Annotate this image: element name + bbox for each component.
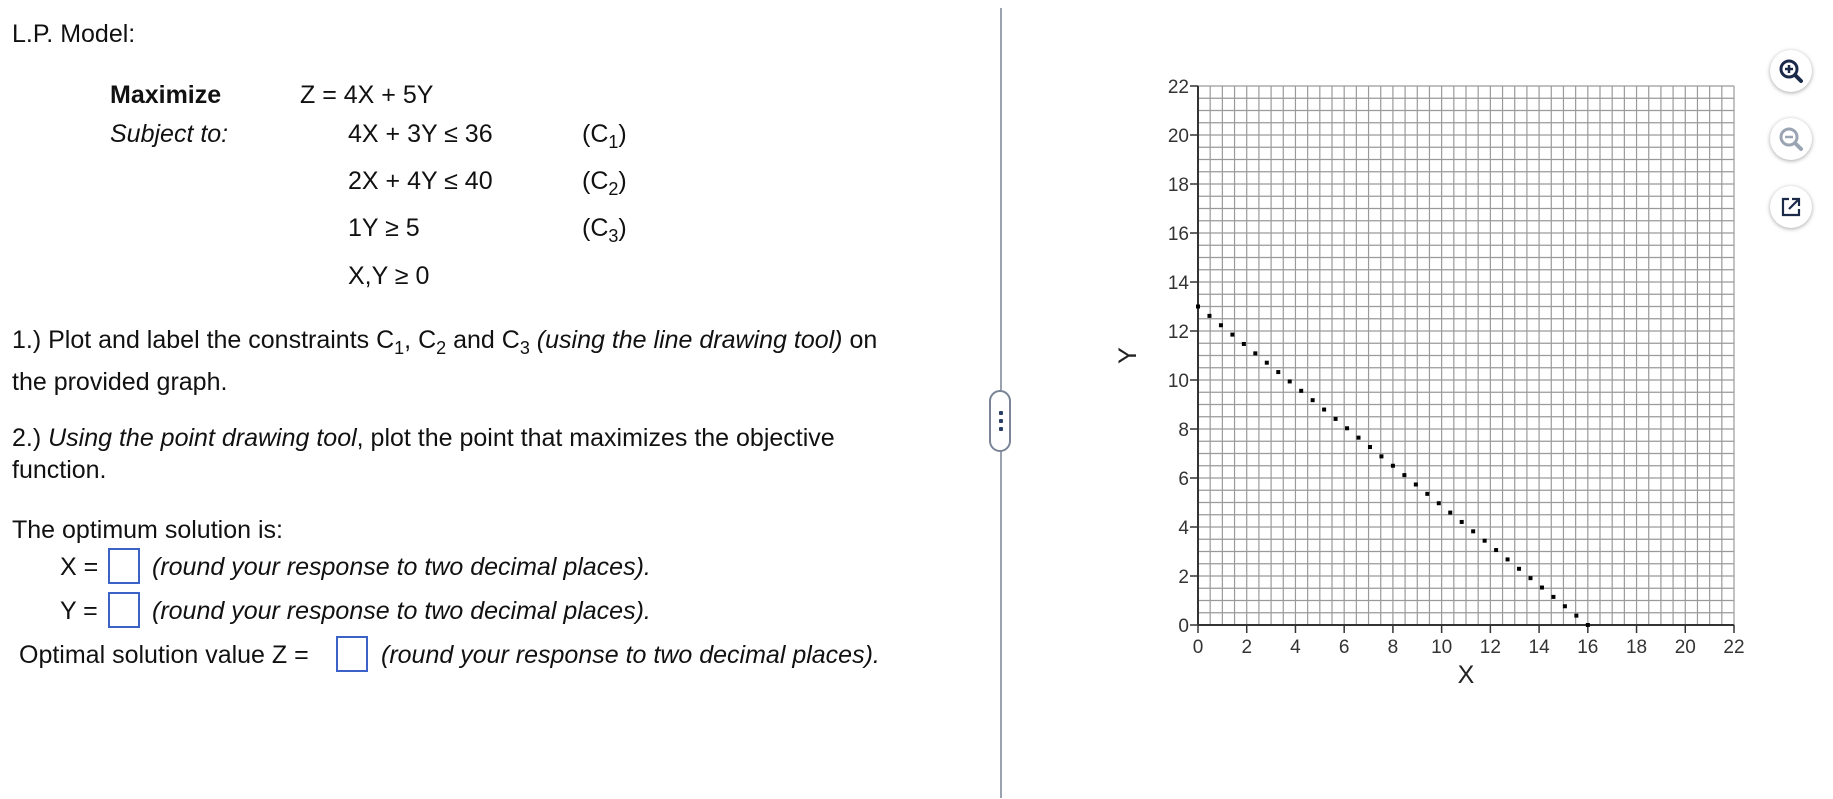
dotted-line-point <box>1334 417 1338 421</box>
y-tick-label: 18 <box>1167 175 1189 196</box>
x-tick-label: 22 <box>1723 637 1745 658</box>
dotted-line-point <box>1357 436 1361 440</box>
zoom-out-icon <box>1778 126 1804 152</box>
x-tick-label: 6 <box>1338 637 1350 658</box>
dotted-line-point <box>1551 595 1555 599</box>
zoom-out-button[interactable] <box>1770 118 1812 160</box>
z-rounding-hint: (round your response to two decimal places). <box>381 641 880 669</box>
constraint-c3-label: $(C_3)$ <box>582 214 627 246</box>
y-tick-label: 2 <box>1178 567 1189 588</box>
y-tick-label: 22 <box>1167 77 1189 98</box>
dotted-line-point <box>1276 370 1280 374</box>
constraint-c2-expression: 2X + 4Y ≤ 40 <box>348 167 493 195</box>
instruction-1-line2: the provided graph. <box>12 368 228 396</box>
x-tick-label: 12 <box>1479 637 1501 658</box>
dotted-line-point <box>1368 445 1372 449</box>
dotted-line-point <box>1528 576 1532 580</box>
y-tick-label: 6 <box>1178 469 1189 490</box>
dotted-line-point <box>1265 361 1269 365</box>
y-tick-label: 8 <box>1178 420 1189 441</box>
x-answer-label: X = <box>60 553 99 581</box>
model-heading: L.P. Model: <box>12 20 136 48</box>
dotted-line-point <box>1345 426 1349 430</box>
dotted-line-point <box>1379 454 1383 458</box>
objective-function: Z = 4X + 5Y <box>300 81 434 109</box>
x-tick-label: 0 <box>1192 637 1204 658</box>
y-tick-label: 14 <box>1167 273 1189 294</box>
dotted-line-point <box>1311 398 1315 402</box>
zoom-in-icon <box>1778 58 1804 84</box>
dotted-line-point <box>1253 351 1257 355</box>
y-tick-label: 0 <box>1178 616 1189 637</box>
dotted-line-point <box>1322 408 1326 412</box>
subject-to-label: Subject to: <box>110 120 229 148</box>
constraint-c3-expression: 1Y ≥ 5 <box>348 214 420 242</box>
solution-heading: The optimum solution is: <box>12 516 283 544</box>
dotted-line-point <box>1471 529 1475 533</box>
dotted-line-point <box>1494 548 1498 552</box>
x-tick-label: 18 <box>1625 637 1648 658</box>
popout-icon <box>1778 194 1804 220</box>
y-answer-label: Y = <box>60 597 98 625</box>
dotted-line-point <box>1460 520 1464 524</box>
dotted-line-point <box>1540 586 1544 590</box>
x-tick-label: 14 <box>1528 637 1550 658</box>
y-tick-label: 20 <box>1167 126 1189 147</box>
graph-grid <box>1198 86 1734 625</box>
dotted-line-point <box>1242 342 1246 346</box>
instruction-1: 1.) Plot and label the constraints $C_1$, $C_2$ and $C_3$ (using the line drawing tool) on <box>12 326 878 358</box>
dotted-line-point <box>1288 379 1292 383</box>
y-tick-label: 10 <box>1167 371 1189 392</box>
y-rounding-hint: (round your response to two decimal places). <box>152 597 651 625</box>
dotted-line-point <box>1414 482 1418 486</box>
dotted-line-point <box>1230 333 1234 337</box>
dotted-line-point <box>1425 492 1429 496</box>
dotted-line-point <box>1517 567 1521 571</box>
y-tick-label: 4 <box>1178 518 1189 539</box>
zoom-in-button[interactable] <box>1770 50 1812 92</box>
dotted-line-point <box>1506 557 1510 561</box>
dotted-line-point <box>1448 511 1452 515</box>
dotted-line-point <box>1586 623 1590 627</box>
x-rounding-hint: (round your response to two decimal places). <box>152 553 651 581</box>
dotted-line-point <box>1563 604 1567 608</box>
dotted-line-point <box>1574 614 1578 618</box>
z-answer-label: Optimal solution value Z = <box>19 641 309 669</box>
instruction-2-line2: function. <box>12 456 107 484</box>
dotted-line-point <box>1391 464 1395 468</box>
popout-button[interactable] <box>1770 186 1812 228</box>
dotted-line-point <box>1402 473 1406 477</box>
constraint-c2-label: $(C_2)$ <box>582 167 627 199</box>
maximize-label: Maximize <box>110 81 222 109</box>
dotted-line-point <box>1196 305 1200 309</box>
x-axis-label: X <box>1457 661 1475 689</box>
x-tick-label: 2 <box>1241 637 1253 658</box>
nonnegativity-constraint: X,Y ≥ 0 <box>348 262 430 290</box>
instruction-2: 2.) Using the point drawing tool, plot the point that maximizes the objective <box>12 424 835 452</box>
x-tick-label: 20 <box>1674 637 1696 658</box>
x-tick-label: 8 <box>1387 637 1399 658</box>
dotted-line-point <box>1483 539 1487 543</box>
constraint-c1-expression: 4X + 3Y ≤ 36 <box>348 120 493 148</box>
x-tick-label: 16 <box>1577 637 1599 658</box>
x-tick-label: 10 <box>1431 637 1453 658</box>
dotted-line-point <box>1437 501 1441 505</box>
constraint-c1-label: $(C_1)$ <box>582 120 627 152</box>
dotted-line-point <box>1299 389 1303 393</box>
y-tick-label: 12 <box>1167 322 1189 343</box>
x-tick-label: 4 <box>1290 637 1301 658</box>
dotted-line-point <box>1207 314 1211 318</box>
y-axis-label: Y <box>1114 347 1142 364</box>
y-tick-label: 16 <box>1167 224 1189 245</box>
dotted-line-point <box>1219 323 1223 327</box>
